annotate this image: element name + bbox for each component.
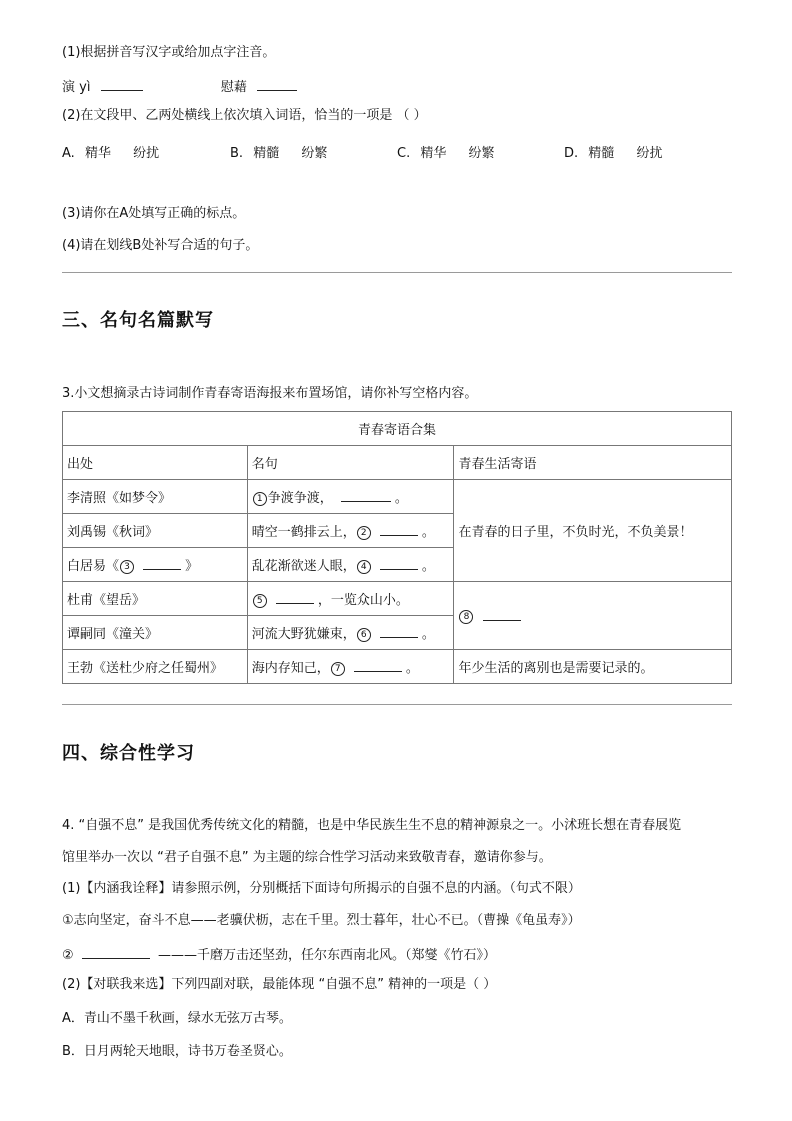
item-2-line bbox=[62, 945, 496, 965]
circled-number: 5 bbox=[253, 594, 267, 608]
option-word: 纷扰 bbox=[133, 146, 160, 161]
quote-text: 海内存知己， bbox=[251, 661, 330, 676]
option-word: 精华 bbox=[420, 146, 447, 161]
quote-cell bbox=[247, 616, 454, 650]
answer-blank[interactable] bbox=[276, 590, 314, 604]
question-4-text: 馆里举办一次以 “君子自强不息” 为主题的综合性学习活动来致敬青春，邀请你参与。 bbox=[62, 850, 552, 865]
circled-number: ② bbox=[62, 948, 74, 963]
table-title: 青春寄语合集 bbox=[63, 412, 732, 446]
answer-blank[interactable] bbox=[257, 77, 297, 91]
message-cell: 在青春的日子里，不负时光，不负美景！ bbox=[454, 480, 732, 582]
option-word: 精髓 bbox=[588, 146, 615, 161]
quote-cell bbox=[247, 650, 454, 684]
option-c[interactable] bbox=[397, 142, 495, 161]
source-cell: 杜甫《望岳》 bbox=[63, 582, 248, 616]
source-text: 白居易《 bbox=[67, 559, 120, 574]
option-word: 纷繁 bbox=[301, 146, 328, 161]
answer-blank[interactable] bbox=[380, 522, 418, 536]
table-header-row bbox=[63, 446, 732, 480]
quote-text: 河流大野犹嫌束， bbox=[251, 627, 356, 642]
sub-question-2: (2)【对联我来选】下列四副对联，最能体现 “自强不息” 精神的一项是（ ） bbox=[62, 977, 497, 992]
option-d[interactable] bbox=[564, 142, 662, 161]
message-cell bbox=[454, 582, 732, 650]
quote-cell bbox=[247, 480, 454, 514]
option-word: 精华 bbox=[84, 146, 111, 161]
answer-blank[interactable] bbox=[483, 607, 521, 621]
sub-question-4: (4)请在划线B处补写合适的句子。 bbox=[62, 238, 259, 253]
circled-number: 1 bbox=[253, 492, 267, 506]
answer-blank[interactable] bbox=[82, 945, 150, 959]
quote-cell bbox=[247, 514, 454, 548]
circled-number: 4 bbox=[357, 560, 371, 574]
quote-text: 。 bbox=[421, 627, 435, 642]
sub-question-3: (3)请你在A处填写正确的标点。 bbox=[62, 206, 246, 221]
circled-number: 7 bbox=[331, 662, 345, 676]
pinyin-item-b: 慰藉 bbox=[220, 80, 247, 95]
quote-text: 。 bbox=[421, 559, 435, 574]
table-row bbox=[63, 582, 732, 616]
source-cell: 李清照《如梦令》 bbox=[63, 480, 248, 514]
table-row bbox=[63, 650, 732, 684]
source-cell: 刘禹锡《秋词》 bbox=[63, 514, 248, 548]
message-cell: 年少生活的离别也是需要记录的。 bbox=[454, 650, 732, 684]
source-cell bbox=[63, 548, 248, 582]
circled-number: 8 bbox=[459, 610, 473, 624]
answer-blank[interactable] bbox=[354, 658, 402, 672]
column-header: 青春生活寄语 bbox=[454, 446, 732, 480]
source-text: 》 bbox=[185, 559, 199, 574]
option-word: 纷繁 bbox=[468, 146, 495, 161]
circled-number: 2 bbox=[357, 526, 371, 540]
option-letter: B. bbox=[230, 146, 244, 161]
option-letter: D. bbox=[564, 146, 579, 161]
quote-text: 争渡争渡， bbox=[267, 491, 333, 506]
answer-blank[interactable] bbox=[143, 556, 181, 570]
circled-number: 3 bbox=[120, 560, 134, 574]
column-header: 出处 bbox=[63, 446, 248, 480]
source-cell: 谭嗣同《潼关》 bbox=[63, 616, 248, 650]
option-letter: C. bbox=[397, 146, 411, 161]
poem-table bbox=[62, 411, 732, 684]
question-4-text: 4. “自强不息” 是我国优秀传统文化的精髓，也是中华民族生生不息的精神源泉之一。小沭班长想在青春展览 bbox=[62, 818, 682, 833]
source-cell: 王勃《送杜少府之任蜀州》 bbox=[63, 650, 248, 684]
option-b[interactable]: B．日月两轮天地眼，诗书万卷圣贤心。 bbox=[62, 1044, 292, 1059]
table-row bbox=[63, 480, 732, 514]
sub-question-1: (1)根据拼音写汉字或给加点字注音。 bbox=[62, 45, 276, 60]
quote-text: 。 bbox=[394, 491, 408, 506]
item-2-text: ———千磨万击还坚劲，任尔东西南北风。（郑燮《竹石》） bbox=[157, 948, 496, 963]
question-3-prompt: 3.小文想摘录古诗词制作青春寄语海报来布置场馆，请你补写空格内容。 bbox=[62, 386, 478, 401]
option-a[interactable] bbox=[62, 142, 159, 161]
option-word: 纷扰 bbox=[636, 146, 663, 161]
section-divider bbox=[62, 704, 732, 705]
answer-blank[interactable] bbox=[380, 624, 418, 638]
section-heading: 四、综合性学习 bbox=[62, 743, 195, 764]
quote-text: 乱花渐欲迷人眼， bbox=[251, 559, 356, 574]
column-header: 名句 bbox=[247, 446, 454, 480]
answer-blank[interactable] bbox=[380, 556, 418, 570]
answer-blank[interactable] bbox=[101, 77, 143, 91]
option-b[interactable] bbox=[230, 142, 327, 161]
quote-text: ，一览众山小。 bbox=[317, 593, 409, 608]
quote-cell bbox=[247, 548, 454, 582]
pinyin-line bbox=[62, 77, 297, 97]
quote-text: 。 bbox=[405, 661, 419, 676]
quote-text: 晴空一鹤排云上， bbox=[251, 525, 356, 540]
quote-cell bbox=[247, 582, 454, 616]
quote-text: 。 bbox=[421, 525, 435, 540]
sub-question-1: (1)【内涵我诠释】请参照示例，分别概括下面诗句所揭示的自强不息的内涵。（句式不限） bbox=[62, 881, 581, 896]
pinyin-item-a: 演 yì bbox=[62, 80, 91, 95]
section-heading: 三、名句名篇默写 bbox=[62, 310, 214, 331]
option-a[interactable]: A．青山不墨千秋画，绿水无弦万古琴。 bbox=[62, 1011, 292, 1026]
option-letter: A. bbox=[62, 146, 75, 161]
example-line: ①志向坚定，奋斗不息——老骥伏枥，志在千里。烈士暮年，壮心不已。（曹操《龟虽寿》） bbox=[62, 913, 581, 928]
sub-question-2: (2)在文段甲、乙两处横线上依次填入词语，恰当的一项是 （ ） bbox=[62, 108, 427, 123]
option-word: 精髓 bbox=[253, 146, 280, 161]
answer-blank[interactable] bbox=[341, 488, 391, 502]
circled-number: 6 bbox=[357, 628, 371, 642]
section-divider bbox=[62, 272, 732, 273]
